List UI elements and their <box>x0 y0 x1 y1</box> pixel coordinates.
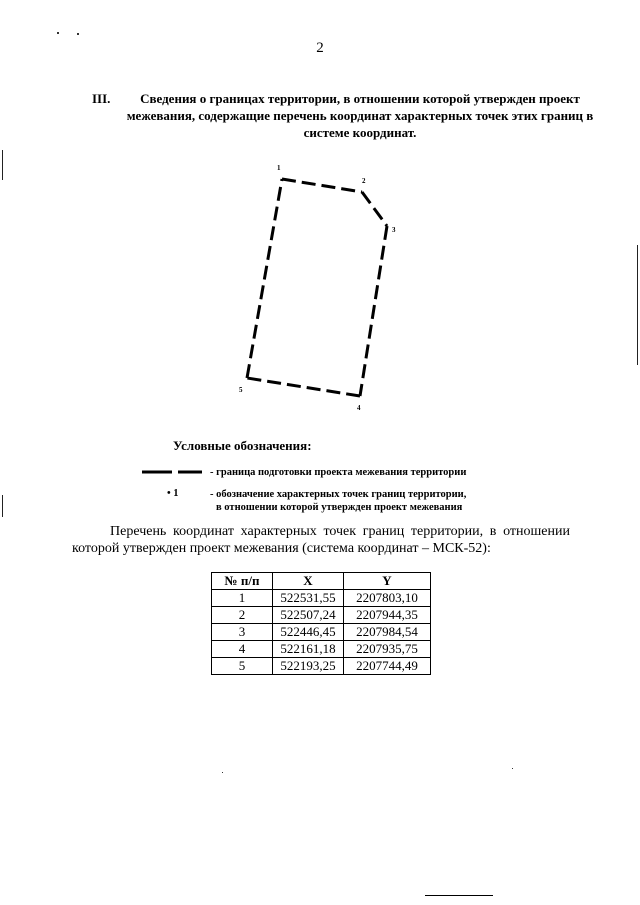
point-label-3: 3 <box>392 226 396 234</box>
cell-y: 2207744,49 <box>344 658 431 675</box>
section-title: Сведения о границах территории, в отношении которой утвержден проект межевания, содержащие перечень координат характерных точек этих границ в системе координат. <box>126 91 594 140</box>
legend-line-sample-icon <box>140 466 204 480</box>
page-number: 2 <box>316 40 324 56</box>
cell-index: 1 <box>212 590 273 607</box>
point-label-2: 2 <box>362 177 366 185</box>
table-row <box>212 607 431 624</box>
legend-title: Условные обозначения: <box>173 438 312 453</box>
cell-x: 522161,18 <box>273 641 344 658</box>
cell-y: 2207984,54 <box>344 624 431 641</box>
legend-line-text: - граница подготовки проекта межевания территории <box>210 467 467 478</box>
point-label-5: 5 <box>239 386 243 394</box>
point-label-1: 1 <box>277 164 281 172</box>
header-index: № п/п <box>212 573 273 590</box>
cell-y: 2207803,10 <box>344 590 431 607</box>
cell-index: 4 <box>212 641 273 658</box>
cell-index: 5 <box>212 658 273 675</box>
cell-x: 522531,55 <box>273 590 344 607</box>
table-row <box>212 624 431 641</box>
header-x: X <box>273 573 344 590</box>
legend-point-text-line-1: - обозначение характерных точек границ территории, <box>210 489 467 500</box>
cell-x: 522446,45 <box>273 624 344 641</box>
table-row <box>212 658 431 675</box>
table-header-row <box>212 573 431 590</box>
coordinates-table <box>211 572 431 675</box>
legend-point-marker: • 1 <box>167 488 179 499</box>
boundary-segment-1-2 <box>282 179 362 192</box>
point-label-4: 4 <box>357 404 361 412</box>
scan-edge-mark <box>2 495 3 517</box>
scan-speck <box>512 768 513 769</box>
cell-x: 522193,25 <box>273 658 344 675</box>
cell-y: 2207935,75 <box>344 641 431 658</box>
cell-index: 2 <box>212 607 273 624</box>
legend-point-text-line-2: в отношении которой утвержден проект межевания <box>216 502 463 513</box>
cell-y: 2207944,35 <box>344 607 431 624</box>
scan-speck <box>222 772 223 773</box>
header-y: Y <box>344 573 431 590</box>
cell-x: 522507,24 <box>273 607 344 624</box>
boundary-segment-4-5 <box>247 378 360 396</box>
boundary-segment-2-3 <box>362 192 387 226</box>
bottom-rule <box>425 895 493 896</box>
coordinates-intro-paragraph: Перечень координат характерных точек границ территории, в отношении которой утвержден проект межевания (система координат – МСК-52): <box>72 524 570 556</box>
cell-index: 3 <box>212 624 273 641</box>
table-row <box>212 641 431 658</box>
table-row <box>212 590 431 607</box>
boundary-segment-3-4 <box>360 226 387 396</box>
legend-point-text <box>210 488 466 514</box>
section-number: III. <box>92 91 111 106</box>
boundary-segment-5-1 <box>247 179 282 378</box>
